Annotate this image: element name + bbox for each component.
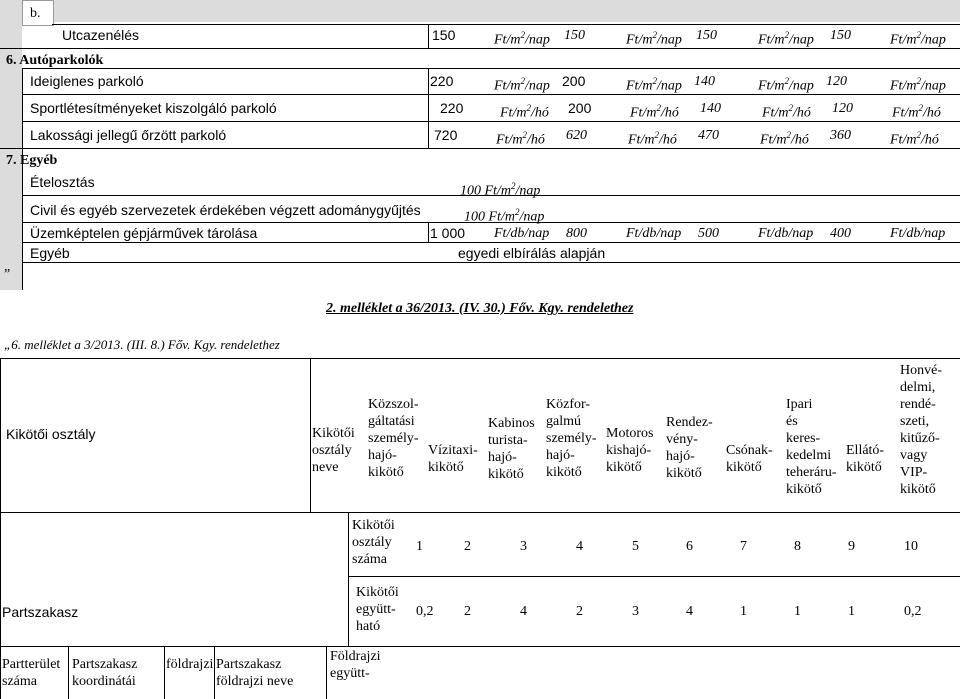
row-egyeb-value: egyedi elbírálás alapján [458,245,606,261]
annex-2-title: 2. melléklet a 36/2013. (IV. 30.) Főv. Kgy. rendelethez [326,301,634,316]
unit: $Ft/m^2$/nap [494,76,550,94]
row-utcazeneles-name: Utcazenélés [62,27,140,43]
unit: $Ft/m^2/hó$ [762,103,811,121]
price: 470 [698,128,719,143]
egyutthato-cell-9: 1 [848,604,855,619]
row-lakossagi-name: Lakossági jellegű őrzött parkoló [30,127,227,143]
unit: $Ft/m^2/hó$ [500,103,549,121]
egyutthato-cell-5: 3 [632,604,639,619]
unit-2: $Ft/m^2$/nap [626,30,682,48]
szama-cell-1: 1 [416,539,423,554]
price: 200 [562,73,586,89]
unit-1: $Ft/m^2$/nap [494,30,550,48]
price: 720 [434,127,458,143]
row-civil-name: Civil és egyéb szervezetek érdekében végzett adománygyűjtés [30,202,421,218]
row-egyeb-name: Egyéb [30,245,70,261]
closing-quote: ” [4,267,11,282]
col-header-4: Kabinos turista- hajó- kikötő [488,416,535,482]
section-6-title: 6. Autóparkolók [6,53,104,68]
price-1: 150 [432,27,456,43]
unit: $Ft/m^2/hó$ [628,130,677,148]
price: 500 [698,226,719,241]
col-header-10: Ellátó- kikötő [846,443,885,475]
col-header-3: Vízitaxi- kikötő [428,443,478,475]
egyutthato-cell-6: 4 [686,604,693,619]
price: 620 [566,128,587,143]
unit: Ft/db/nap [626,226,682,241]
price: 1 000 [430,225,466,241]
price-4: 150 [830,28,851,43]
egyutthato-cell-3: 4 [520,604,527,619]
row-partszakasz-label: Partszakasz [2,604,79,620]
szama-cell-8: 8 [794,539,801,554]
szama-cell-9: 9 [848,539,855,554]
row-szama-label: Kikötői osztály száma [352,518,395,567]
unit: $Ft/m^2/hó$ [496,130,545,148]
price: 200 [568,100,592,116]
section-7-title: 7. Egyéb [6,153,58,168]
unit: $Ft/m^2/hó$ [892,103,941,121]
bottom-header-partterulet: Partterület száma [2,657,61,689]
row-ideiglenes-name: Ideiglenes parkoló [30,73,144,89]
price: 120 [832,101,853,116]
unit: Ft/db/nap [494,226,550,241]
egyutthato-cell-7: 1 [740,604,747,619]
egyutthato-cell-4: 2 [576,604,583,619]
egyutthato-cell-2: 2 [464,604,471,619]
price: 800 [566,226,587,241]
unit: $Ft/m^2$/nap [626,76,682,94]
price-3: 150 [696,28,717,43]
col-header-7: Rendez- vény- hajó- kikötő [666,415,713,481]
col-header-1: Kikötői osztály neve [312,426,355,475]
price: 220 [430,73,454,89]
bottom-header-foldrajzi: földrajzi [166,657,214,672]
row-etelosztas-price: 100 $Ft/m^2$/nap [460,181,541,199]
row-etelosztas-name: Ételosztás [30,174,95,190]
szama-cell-4: 4 [576,539,583,554]
annex-6-label: „6. melléklet a 3/2013. (III. 8.) Főv. Kgy. rendelethez [4,337,280,352]
bottom-header-egyutt: Földrajzi együtt- [330,649,381,681]
price-2: 150 [564,28,585,43]
price: 140 [700,101,721,116]
price: 400 [830,226,851,241]
unit-4: $Ft/m^2$/nap [890,30,946,48]
unit: $Ft/m^2$/nap [758,76,814,94]
szama-cell-2: 2 [464,539,471,554]
header-kikotoi-osztaly: Kikötői osztály [6,426,96,442]
szama-cell-3: 3 [520,539,527,554]
bottom-header-koordinatai: Partszakasz koordinátái [72,657,138,689]
item-b-label: b. [30,6,41,21]
szama-cell-5: 5 [632,539,639,554]
egyutthato-cell-10: 0,2 [904,604,922,619]
unit: $Ft/m^2/hó$ [760,130,809,148]
unit: $Ft/m^2$/nap [890,76,946,94]
egyutthato-cell-1: 0,2 [416,604,434,619]
unit: Ft/db/nap [758,226,814,241]
szama-cell-10: 10 [904,539,918,554]
price: 120 [826,74,847,89]
szama-cell-6: 6 [686,539,693,554]
bottom-header-foldrajzi-neve: Partszakasz földrajzi neve [216,657,294,689]
col-header-9: Ipari és keres- kedelmi teheráru- kikötő [786,397,841,497]
egyutthato-cell-8: 1 [794,604,801,619]
unit: Ft/db/nap [890,226,946,241]
row-sport-name: Sportlétesítményeket kiszolgáló parkoló [30,100,277,116]
unit-3: $Ft/m^2$/nap [758,30,814,48]
price: 140 [694,74,715,89]
price: 360 [830,128,851,143]
col-header-8: Csónak- kikötő [726,443,773,475]
row-uzemkeptelen-name: Üzemképtelen gépjárművek tárolása [30,225,258,241]
unit: $Ft/m^2/hó$ [890,130,939,148]
price: 220 [440,100,464,116]
col-header-11: Honvé- delmi, rendé- szeti, kitűző- vagy VIP- kikötő [900,363,942,497]
unit: $Ft/m^2/hó$ [630,103,679,121]
row-egyutthato-label: Kikötői együtt- ható [356,585,399,634]
szama-cell-7: 7 [740,539,747,554]
col-header-5: Közfor- galmú személy- hajó- kikötő [546,397,597,480]
col-header-2: Közszol- gáltatási személy- hajó- kikötő [368,397,419,480]
col-header-6: Motoros kishajó- kikötő [606,426,654,475]
row-civil-price: 100 $Ft/m^2$/nap [464,207,545,225]
